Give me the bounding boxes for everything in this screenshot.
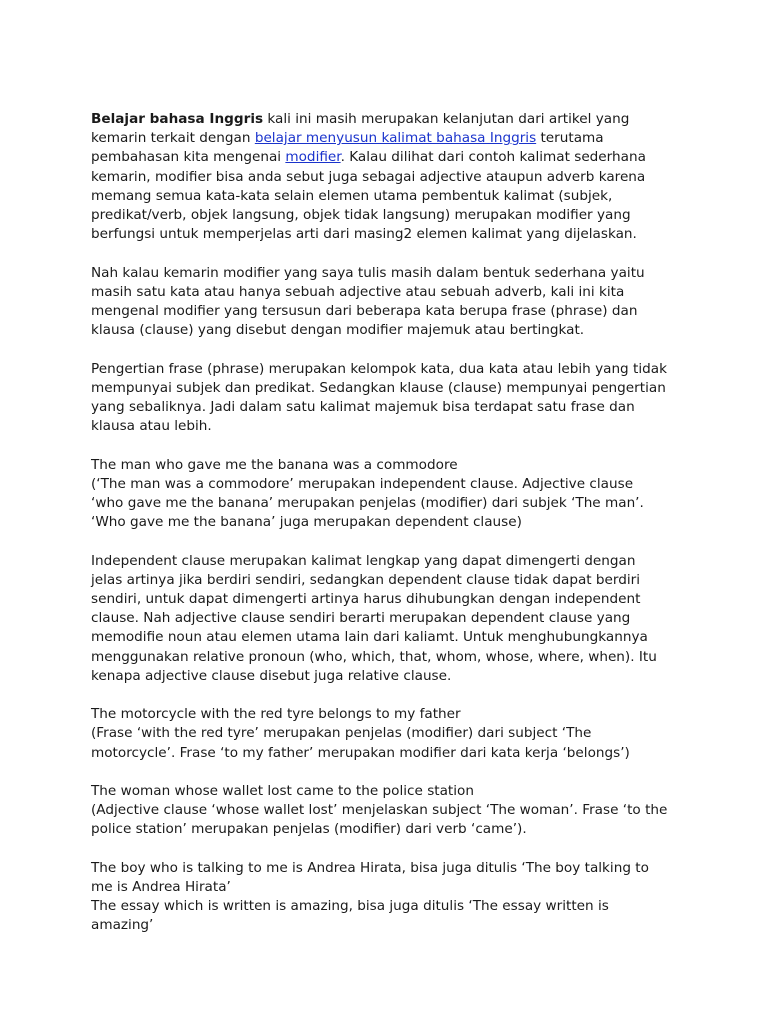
- text-line: berfungsi untuk memperjelas arti dari masing2 elemen kalimat yang dijelaskan.: [91, 226, 637, 243]
- paragraph-example-commodore: [91, 456, 691, 533]
- text-line: Independent clause merupakan kalimat lengkap yang dapat dimengerti dengan: [91, 552, 636, 569]
- text-run: pembahasan kita mengenai: [91, 149, 286, 166]
- text-line: (‘The man was a commodore’ merupakan independent clause. Adjective clause: [91, 475, 634, 492]
- text-line: [91, 110, 691, 129]
- link-modifier[interactable]: modifier: [285, 149, 341, 166]
- paragraph-modifier-majemuk: [91, 264, 691, 341]
- text-line: me is Andrea Hirata’: [91, 879, 231, 896]
- text-run: kali ini masih merupakan kelanjutan dari artikel yang: [263, 111, 630, 127]
- text-line: police station’ merupakan penjelas (modifier) dari verb ‘came’).: [91, 821, 527, 838]
- paragraph-independent-clause: [91, 552, 691, 686]
- text-run: kemarin terkait dengan: [91, 130, 255, 147]
- text-line: [91, 129, 691, 148]
- text-run: terutama: [536, 130, 604, 147]
- text-line: clause. Nah adjective clause sendiri berarti merupakan dependent clause yang: [91, 610, 631, 627]
- paragraph-example-boy-essay: [91, 859, 691, 936]
- example-sentence: The motorcycle with the red tyre belongs to my father: [91, 706, 461, 723]
- text-line: sendiri, untuk dapat dimengerti artinya harus dihubungkan dengan independent: [91, 591, 641, 608]
- text-line: masih satu kata atau hanya sebuah adjective atau sebuah adverb, kali ini kita: [91, 283, 625, 300]
- intro-bold-title: Belajar bahasa Inggris: [91, 111, 264, 127]
- text-line: mengenal modifier yang tersusun dari beberapa kata berupa frase (phrase) dan: [91, 303, 638, 320]
- paragraph-intro: [91, 110, 691, 244]
- paragraph-pengertian-frase: [91, 360, 691, 437]
- example-sentence: The boy who is talking to me is Andrea Hirata, bisa juga ditulis ‘The boy talking to: [91, 859, 649, 876]
- paragraph-example-woman: [91, 782, 691, 840]
- text-line: jelas artinya jika berdiri sendiri, sedangkan dependent clause tidak dapat berdiri: [91, 571, 641, 588]
- link-belajar-menyusun-kalimat[interactable]: belajar menyusun kalimat bahasa Inggris: [254, 130, 537, 147]
- example-sentence: The woman whose wallet lost came to the police station: [91, 783, 474, 800]
- text-line: Pengertian frase (phrase) merupakan kelompok kata, dua kata atau lebih yang tidak: [91, 360, 667, 377]
- text-line: motorcycle’. Frase ‘to my father’ merupakan modifier dari kata kerja ‘belongs’): [91, 744, 630, 761]
- text-line: predikat/verb, objek langsung, objek tidak langsung) merupakan modifier yang: [91, 207, 631, 224]
- text-line: yang sebaliknya. Jadi dalam satu kalimat majemuk bisa terdapat satu frase dan: [91, 399, 635, 416]
- text-line: menggunakan relative pronoun (who, which, that, whom, whose, where, when). Itu: [91, 648, 657, 665]
- text-line: mempunyai subjek dan predikat. Sedangkan klause (clause) mempunyai pengertian: [91, 379, 666, 396]
- text-line: Nah kalau kemarin modifier yang saya tulis masih dalam bentuk sederhana yaitu: [91, 264, 645, 281]
- text-run: . Kalau dilihat dari contoh kalimat sederhana: [340, 149, 646, 166]
- text-line: kenapa adjective clause disebut juga relative clause.: [91, 667, 452, 684]
- paragraph-example-motorcycle: [91, 705, 691, 763]
- document-page: [91, 110, 691, 955]
- text-line: ‘who gave me the banana’ merupakan penjelas (modifier) dari subjek ‘The man’.: [91, 495, 644, 512]
- text-line: klausa atau lebih.: [91, 418, 212, 435]
- text-line: klausa (clause) yang disebut dengan modifier majemuk atau bertingkat.: [91, 322, 585, 339]
- text-line: kemarin, modifier bisa anda sebut juga sebagai adjective ataupun adverb karena: [91, 168, 646, 185]
- text-line: amazing’: [91, 917, 154, 934]
- text-line: memang semua kata-kata selain elemen utama pembentuk kalimat (subjek,: [91, 187, 613, 204]
- text-line: ‘Who gave me the banana’ juga merupakan dependent clause): [91, 514, 522, 531]
- example-sentence: The man who gave me the banana was a commodore: [91, 456, 458, 473]
- text-line: (Adjective clause ‘whose wallet lost’ menjelaskan subject ‘The woman’. Frase ‘to the: [91, 802, 668, 819]
- text-line: (Frase ‘with the red tyre’ merupakan penjelas (modifier) dari subject ‘The: [91, 725, 592, 742]
- example-sentence: The essay which is written is amazing, bisa juga ditulis ‘The essay written is: [91, 898, 609, 915]
- text-line: memodifie noun atau elemen utama lain dari kaliamt. Untuk menghubungkannya: [91, 629, 648, 646]
- text-line: [91, 148, 691, 167]
